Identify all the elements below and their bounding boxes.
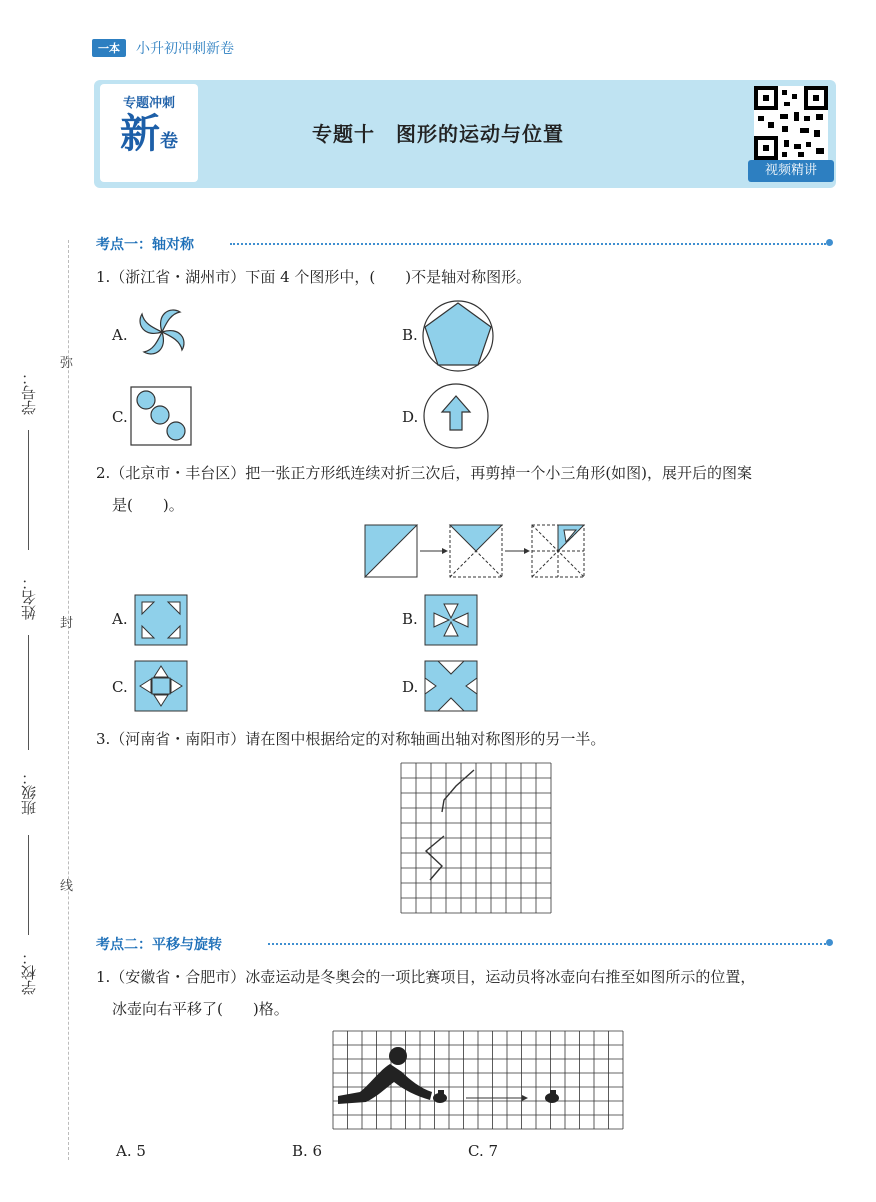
option-b-label-2[interactable]: B.: [402, 610, 418, 628]
name-line: [28, 635, 29, 750]
question-1-3: 3.（河南省・南阳市）请在图中根据给定的对称轴画出轴对称图形的另一半。: [96, 730, 606, 748]
three-circles-figure: [130, 386, 192, 446]
section-title-2: 考点二：平移与旋转: [96, 937, 222, 953]
divider-dot-2: [826, 939, 833, 946]
option-c-2-1[interactable]: C. 7: [468, 1142, 499, 1160]
question-1-2-line2: 是( )。: [112, 496, 184, 514]
name-label: 姓名：: [20, 575, 38, 620]
pentagon-circle-figure: [420, 298, 496, 374]
pinwheel-figure: [132, 302, 192, 362]
video-label[interactable]: 视频精讲: [748, 160, 834, 182]
class-label: 班级：: [20, 770, 38, 815]
option-d-label[interactable]: D.: [402, 408, 419, 426]
class-line: [28, 835, 29, 935]
option-a-label-2[interactable]: A.: [112, 610, 128, 628]
cut-pattern-a: [134, 594, 188, 646]
divider-dot-1: [826, 239, 833, 246]
curler-icon: [338, 1047, 432, 1104]
question-1-2-line1: 2.（北京市・丰台区）把一张正方形纸连续对折三次后，再剪掉一个小三角形(如图)，展开后的图案: [96, 464, 753, 482]
cut-pattern-b: [424, 594, 478, 646]
paper-folding-diagram: [364, 524, 590, 580]
series-title: 小升初冲刺新卷: [136, 41, 234, 57]
question-2-1-line1: 1.（安徽省・合肥市）冰壶运动是冬奥会的一项比赛项目，运动员将冰壶向右推至如图所示的位置，: [96, 968, 756, 986]
option-d-label-2[interactable]: D.: [402, 678, 419, 696]
qr-code-icon[interactable]: [754, 86, 828, 160]
option-a-2-1[interactable]: A. 5: [116, 1142, 146, 1160]
symmetry-grid[interactable]: [400, 762, 552, 914]
option-c-label[interactable]: C.: [112, 408, 128, 426]
section-divider-2: [268, 943, 826, 945]
option-b-label[interactable]: B.: [402, 326, 418, 344]
section-title-1: 考点一：轴对称: [96, 237, 194, 253]
option-c-label-2[interactable]: C.: [112, 678, 128, 696]
question-1-1: 1.（浙江省・湖州市）下面 4 个图形中，( )不是轴对称图形。: [96, 268, 532, 286]
school-label: 学校：: [20, 950, 38, 995]
cut-pattern-c: [134, 660, 188, 712]
seal-char-3: 线: [60, 879, 74, 894]
page-title: 专题十 图形的运动与位置: [312, 122, 564, 146]
question-2-1-line2: 冰壶向右平移了( )格。: [112, 1000, 289, 1018]
brand-logo: 一本: [92, 39, 126, 57]
student-id-line: [28, 430, 29, 550]
badge-main: 新卷: [120, 111, 178, 157]
seal-line: [68, 240, 69, 1160]
cut-pattern-d: [424, 660, 478, 712]
section-divider-1: [230, 243, 826, 245]
page-header: [92, 38, 234, 58]
option-b-2-1[interactable]: B. 6: [292, 1142, 323, 1160]
arrow-circle-figure: [422, 382, 490, 450]
seal-char-2: 封: [60, 616, 74, 631]
seal-char-1: 弥: [60, 356, 74, 371]
option-a-label[interactable]: A.: [112, 326, 128, 344]
curling-grid: [332, 1030, 624, 1130]
student-id-label: 学号：: [20, 370, 38, 415]
badge-top: 专题冲刺: [122, 96, 175, 111]
